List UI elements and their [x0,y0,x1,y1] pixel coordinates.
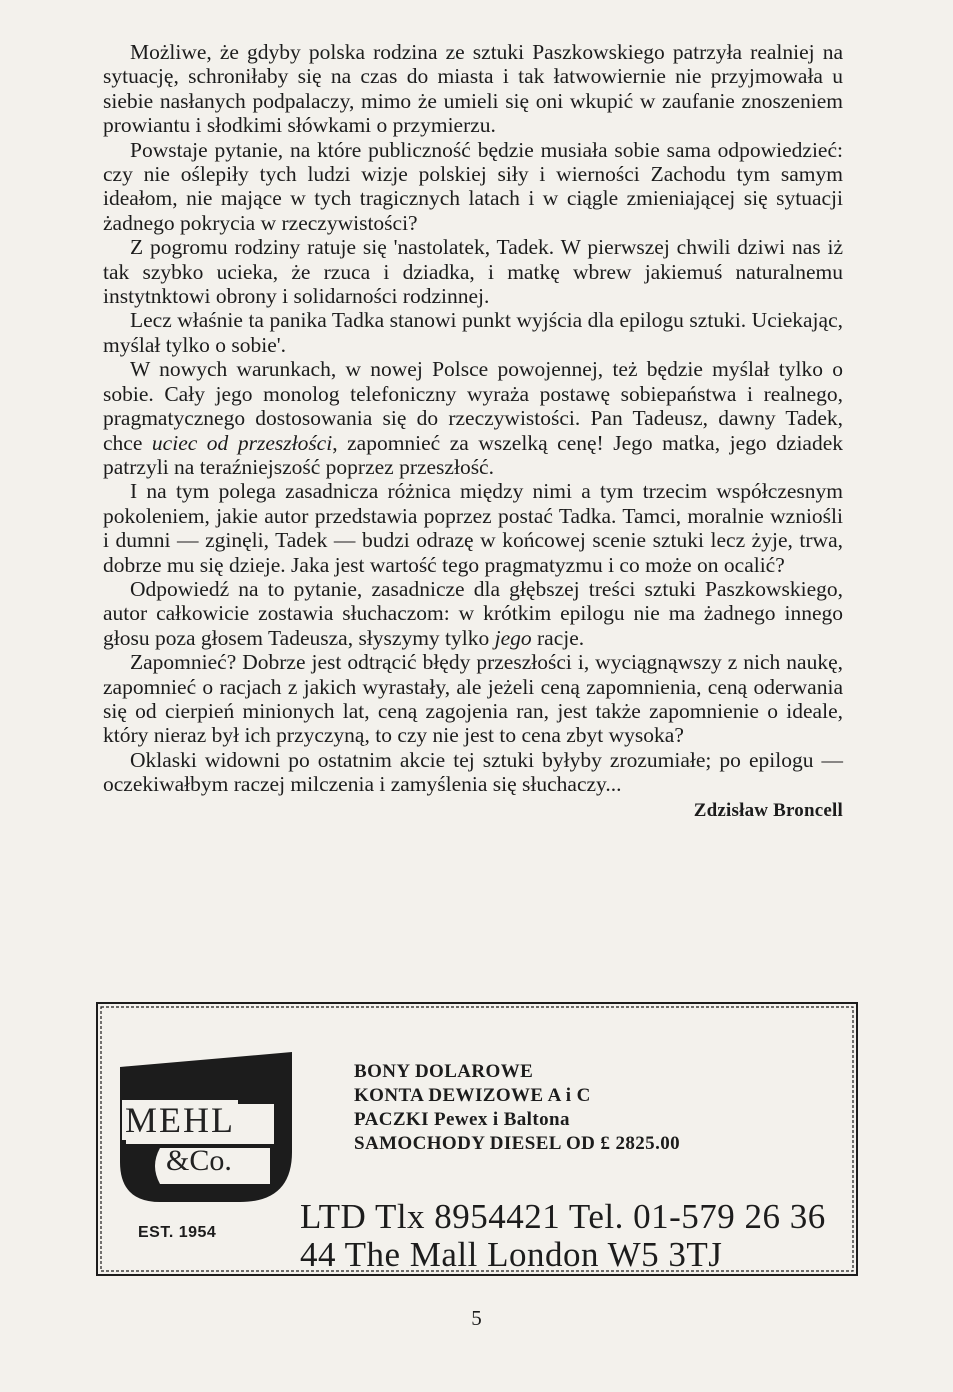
offer-line-1: BONY DOLAROWE [354,1061,534,1082]
paragraph-7-text-a: Odpowiedź na to pytanie, zasadnicze dla głębszej treści sztuki Paszkowskiego, autor całkowicie zostawia słuchaczom: w krótkim epilogu nie ma żadnego innego głosu poza głosem Tadeusza, słyszymy tylko [103,576,843,650]
paragraph-5-text-b: , zapomnieć za wszelką cenę! Jego matka, jego dziadek patrzyli na teraźniejszość poprzez przeszłość. [103,430,843,479]
advert-offer-list [354,1060,680,1156]
page-number: 5 [471,1306,482,1330]
advert-address: 44 The Mall London W5 3TJ [300,1235,723,1274]
paragraph-2: Powstaje pytanie, na które publiczność będzie musiała sobie sama odpowiedzieć: czy nie oślepiły tych ludzi wizje polskiej siły i wierności Zachodu tym samym ideałom, nie mające w tych tragicznych latach i w ciągle zmieniającej się sytuacji żadnego pokrycia w rzeczywistości? [103,137,843,235]
advertisement [96,1002,858,1276]
author-signature: Zdzisław Broncell [693,799,843,821]
paragraph-3: Z pogromu rodziny ratuje się 'nastolatek, Tadek. W pierwszej chwili dziwi nas iż tak szybko ucieka, że rzuca i dziadka, i matkę wbrew jakiemuś naturalnemu instytnktowi obrony i solidarności rodzinnej. [103,235,843,309]
advert-contact: LTD Tlx 8954421 Tel. 01-579 26 36 [300,1197,826,1236]
paragraph-9: Oklaski widowni po ostatnim akcie tej sztuki byłyby zrozumiałe; po epilogu — oczekiwałbym raczej milczenia i zamyślenia się słuchaczy... [103,747,843,797]
offer-line-3: PACZKI Pewex i Baltona [354,1109,570,1130]
paragraph-5 [103,357,843,479]
established-year: EST. 1954 [138,1224,217,1241]
paragraph-7-emphasis: jego [494,625,532,650]
paragraph-4: Lecz właśnie ta panika Tadka stanowi punkt wyjścia dla epilogu sztuki. Uciekając, myślał tylko o sobie'. [103,308,843,357]
offer-line-2: KONTA DEWIZOWE A i C [354,1085,591,1106]
mehl-logo [120,1052,292,1202]
logo-name: MEHL [122,1100,238,1140]
paragraph-7-text-b: racje. [531,625,585,650]
paragraph-1: Możliwe, że gdyby polska rodzina ze sztuki Paszkowskiego patrzyła realniej na sytuację, schroniłaby się na czas do miasta i tak łatwowiernie nie przyjmowała u siebie nasłanych podpalaczy, mimo że umieli się oni wkupić w zaufanie znoszeniem prowiantu i słodkimi słówkami o przymierzu. [103,40,843,138]
paragraph-8: Zapomnieć? Dobrze jest odtrącić błędy przeszłości i, wyciągnąwszy z nich naukę, zapomnieć o racjach z jakich wyrastały, ale jeżeli ceną zapomnienia, ceną oderwania się od cierpień minionych lat, ceną zagojenia ran, jest także zapomnienie o ideale, który nieraz był ich przyczyną, to czy nie jest to cena zbyt wysoka? [103,650,843,748]
paragraph-5-text-a: W nowych warunkach, w nowej Polsce powojennej, też będzie myślał tylko o sobie. Cały jego monolog telefoniczny wyraża postawę sobiepaństwa i realnego, pragmatycznego dostosowania się do rzeczywistości. Pan Tadeusz, dawny Tadek, chce [103,357,843,455]
logo-suffix: &Co. [166,1144,232,1177]
paragraph-7 [103,577,843,650]
offer-line-4: SAMOCHODY DIESEL OD £ 2825.00 [354,1133,681,1154]
paragraph-5-emphasis: uciec od przeszłości [151,430,333,455]
article-text [103,40,843,823]
paragraph-6: I na tym polega zasadnicza różnica między nimi a tym trzecim współczesnym pokoleniem, jakie autor przedstawia poprzez postać Tadka. Tamci, moralnie wzniośli i dumni — zginęli, Tadek — budzi odrazę w końcowej scenie sztuki lecz żyje, trwa, dobrze mu się dzieje. Jaka jest wartość tego pragmatyzmu i co może on ocalić? [103,479,843,577]
